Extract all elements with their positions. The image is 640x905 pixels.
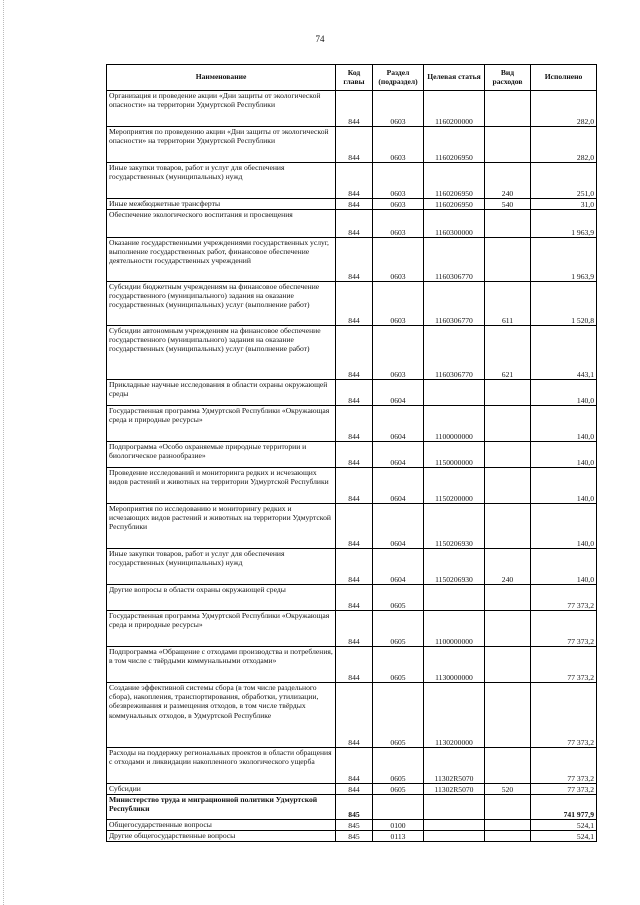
cell-section: 0605 [373, 585, 424, 611]
cell-target [424, 795, 485, 820]
cell-executed: 31,0 [531, 199, 597, 210]
table-row [107, 504, 597, 549]
cell-kind [485, 585, 531, 611]
cell-name: Расходы на поддержку региональных проектов в области обращения с отходами и ликвидации накопленного экологического ущерба [107, 748, 336, 784]
cell-kind: 520 [485, 784, 531, 795]
cell-target: 1160200000 [424, 91, 485, 127]
cell-code: 844 [336, 784, 373, 795]
cell-kind [485, 683, 531, 748]
cell-kind: 240 [485, 163, 531, 199]
cell-section: 0604 [373, 504, 424, 549]
cell-name: Министерство труда и миграционной политики Удмуртской Республики [107, 795, 336, 820]
cell-name: Государственная программа Удмуртской Республики «Окружающая среда и природные ресурсы» [107, 611, 336, 647]
cell-section: 0604 [373, 442, 424, 468]
cell-section: 0605 [373, 647, 424, 683]
cell-name: Подпрограмма «Особо охраняемые природные территории и биологическое разнообразие» [107, 442, 336, 468]
header-executed: Исполнено [531, 65, 597, 91]
cell-executed: 1 520,8 [531, 282, 597, 326]
cell-target: 1160206950 [424, 199, 485, 210]
cell-name: Государственная программа Удмуртской Республики «Окружающая среда и природные ресурсы» [107, 406, 336, 442]
cell-section: 0603 [373, 238, 424, 282]
cell-target: 1160206950 [424, 163, 485, 199]
cell-kind [485, 647, 531, 683]
header-kind: Вид расходов [485, 65, 531, 91]
cell-executed: 77 373,2 [531, 784, 597, 795]
cell-section: 0100 [373, 820, 424, 831]
table-row [107, 406, 597, 442]
cell-code: 844 [336, 406, 373, 442]
cell-name: Субсидии бюджетным учреждениям на финансовое обеспечение государственного (муниципального) задания на оказание государственных (муниципальных) услуг (выполнение работ) [107, 282, 336, 326]
cell-executed: 524,1 [531, 820, 597, 831]
cell-kind: 611 [485, 282, 531, 326]
table-header-row [107, 65, 597, 91]
cell-code: 844 [336, 683, 373, 748]
cell-executed: 1 963,9 [531, 210, 597, 238]
cell-executed: 282,0 [531, 127, 597, 163]
cell-target: 1150200000 [424, 468, 485, 504]
cell-executed: 140,0 [531, 504, 597, 549]
cell-code: 844 [336, 585, 373, 611]
cell-executed: 443,1 [531, 326, 597, 380]
cell-name: Прикладные научные исследования в области охраны окружающей среды [107, 380, 336, 406]
table-row [107, 282, 597, 326]
cell-target [424, 380, 485, 406]
cell-section: 0603 [373, 326, 424, 380]
cell-target: 1160306770 [424, 326, 485, 380]
table-row [107, 326, 597, 380]
table-row [107, 647, 597, 683]
cell-section: 0603 [373, 199, 424, 210]
cell-executed: 251,0 [531, 163, 597, 199]
cell-name: Общегосударственные вопросы [107, 820, 336, 831]
cell-name: Иные закупки товаров, работ и услуг для обеспечения государственных (муниципальных) нужд [107, 163, 336, 199]
cell-section: 0604 [373, 406, 424, 442]
cell-section: 0603 [373, 127, 424, 163]
table-row [107, 163, 597, 199]
cell-section: 0605 [373, 748, 424, 784]
table-row [107, 831, 597, 842]
cell-kind [485, 820, 531, 831]
cell-section: 0113 [373, 831, 424, 842]
cell-target: 11302R5070 [424, 748, 485, 784]
cell-section: 0603 [373, 91, 424, 127]
cell-section: 0604 [373, 380, 424, 406]
cell-target: 1100000000 [424, 611, 485, 647]
cell-executed: 77 373,2 [531, 585, 597, 611]
table-row [107, 795, 597, 820]
table-row [107, 468, 597, 504]
cell-name: Подпрограмма «Обращение с отходами производства и потребления, в том числе с твёрдыми коммунальными отходами» [107, 647, 336, 683]
cell-name: Создание эффективной системы сбора (в том числе раздельного сбора), накопления, транспортирования, обработки, утилизации, обезвреживания и размещения отходов, в том числе твёрдых коммунальных отходов, в Удмуртской Республике [107, 683, 336, 748]
cell-target: 1100000000 [424, 406, 485, 442]
cell-section: 0605 [373, 784, 424, 795]
cell-code: 844 [336, 504, 373, 549]
cell-name: Другие вопросы в области охраны окружающей среды [107, 585, 336, 611]
cell-target: 11302R5070 [424, 784, 485, 795]
budget-table [106, 64, 597, 842]
table-row [107, 611, 597, 647]
cell-executed: 77 373,2 [531, 611, 597, 647]
header-code: Код главы [336, 65, 373, 91]
cell-code: 844 [336, 199, 373, 210]
cell-target: 1150206930 [424, 504, 485, 549]
scan-edge-marks [3, 0, 6, 905]
table-row [107, 238, 597, 282]
cell-section: 0603 [373, 210, 424, 238]
cell-code: 844 [336, 238, 373, 282]
cell-code: 845 [336, 820, 373, 831]
cell-target: 1160300000 [424, 210, 485, 238]
table-row [107, 585, 597, 611]
cell-section: 0604 [373, 468, 424, 504]
cell-name: Иные межбюджетные трансферты [107, 199, 336, 210]
cell-code: 844 [336, 380, 373, 406]
cell-executed: 140,0 [531, 442, 597, 468]
table-row [107, 380, 597, 406]
cell-executed: 524,1 [531, 831, 597, 842]
header-section: Раздел (подраздел) [373, 65, 424, 91]
cell-code: 844 [336, 442, 373, 468]
table-row [107, 549, 597, 585]
cell-code: 844 [336, 611, 373, 647]
cell-executed: 140,0 [531, 406, 597, 442]
cell-code: 844 [336, 549, 373, 585]
cell-code: 844 [336, 163, 373, 199]
cell-executed: 77 373,2 [531, 647, 597, 683]
cell-target: 1160306770 [424, 238, 485, 282]
table-row [107, 127, 597, 163]
cell-executed: 1 963,9 [531, 238, 597, 282]
cell-target: 1130000000 [424, 647, 485, 683]
cell-section [373, 795, 424, 820]
cell-kind: 621 [485, 326, 531, 380]
table-row [107, 91, 597, 127]
cell-code: 844 [336, 647, 373, 683]
cell-name: Обеспечение экологического воспитания и просвещения [107, 210, 336, 238]
cell-section: 0603 [373, 163, 424, 199]
cell-name: Субсидии [107, 784, 336, 795]
cell-target: 1150206930 [424, 549, 485, 585]
page-number: 74 [315, 34, 325, 44]
cell-code: 844 [336, 91, 373, 127]
cell-kind [485, 380, 531, 406]
cell-kind [485, 442, 531, 468]
cell-code: 844 [336, 468, 373, 504]
cell-executed: 741 977,9 [531, 795, 597, 820]
cell-name: Мероприятия по исследованию и мониторингу редких и исчезающих видов растений и животных на территории Удмуртской Республики [107, 504, 336, 549]
cell-kind [485, 611, 531, 647]
cell-kind [485, 210, 531, 238]
table-row [107, 442, 597, 468]
cell-name: Субсидии автономным учреждениям на финансовое обеспечение государственного (муниципального) задания на оказание государственных (муниципальных) услуг (выполнение работ) [107, 326, 336, 380]
cell-code: 844 [336, 127, 373, 163]
cell-name: Оказание государственными учреждениями государственных услуг, выполнение государственных работ, финансовое обеспечение деятельности государственных учреждений [107, 238, 336, 282]
cell-executed: 77 373,2 [531, 748, 597, 784]
cell-code: 844 [336, 210, 373, 238]
cell-section: 0605 [373, 683, 424, 748]
cell-target [424, 820, 485, 831]
cell-target: 1160206950 [424, 127, 485, 163]
cell-executed: 282,0 [531, 91, 597, 127]
header-name: Наименование [107, 65, 336, 91]
cell-kind [485, 468, 531, 504]
table-body [107, 91, 597, 842]
cell-kind [485, 748, 531, 784]
cell-kind [485, 238, 531, 282]
cell-kind [485, 795, 531, 820]
cell-executed: 77 373,2 [531, 683, 597, 748]
cell-target [424, 831, 485, 842]
table-row [107, 210, 597, 238]
cell-name: Иные закупки товаров, работ и услуг для обеспечения государственных (муниципальных) нужд [107, 549, 336, 585]
cell-section: 0605 [373, 611, 424, 647]
cell-kind [485, 91, 531, 127]
cell-kind: 240 [485, 549, 531, 585]
cell-target: 1130200000 [424, 683, 485, 748]
table-row [107, 199, 597, 210]
cell-executed: 140,0 [531, 549, 597, 585]
cell-name: Мероприятия по проведению акции «Дни защиты от экологической опасности» на территории Удмуртской Республики [107, 127, 336, 163]
cell-target: 1150000000 [424, 442, 485, 468]
cell-code: 845 [336, 795, 373, 820]
cell-code: 844 [336, 326, 373, 380]
cell-executed: 140,0 [531, 380, 597, 406]
table-row [107, 784, 597, 795]
cell-section: 0603 [373, 282, 424, 326]
cell-kind [485, 504, 531, 549]
cell-target: 1160306770 [424, 282, 485, 326]
cell-code: 845 [336, 831, 373, 842]
cell-kind: 540 [485, 199, 531, 210]
header-target: Целевая статья [424, 65, 485, 91]
cell-name: Проведение исследований и мониторинга редких и исчезающих видов растений и животных на территории Удмуртской Республики [107, 468, 336, 504]
cell-name: Организация и проведение акции «Дни защиты от экологической опасности» на территории Удмуртской Республики [107, 91, 336, 127]
cell-kind [485, 406, 531, 442]
cell-executed: 140,0 [531, 468, 597, 504]
table-row [107, 820, 597, 831]
cell-kind [485, 831, 531, 842]
cell-kind [485, 127, 531, 163]
cell-section: 0604 [373, 549, 424, 585]
cell-code: 844 [336, 282, 373, 326]
table-row [107, 683, 597, 748]
cell-code: 844 [336, 748, 373, 784]
cell-target [424, 585, 485, 611]
table-row [107, 748, 597, 784]
cell-name: Другие общегосударственные вопросы [107, 831, 336, 842]
